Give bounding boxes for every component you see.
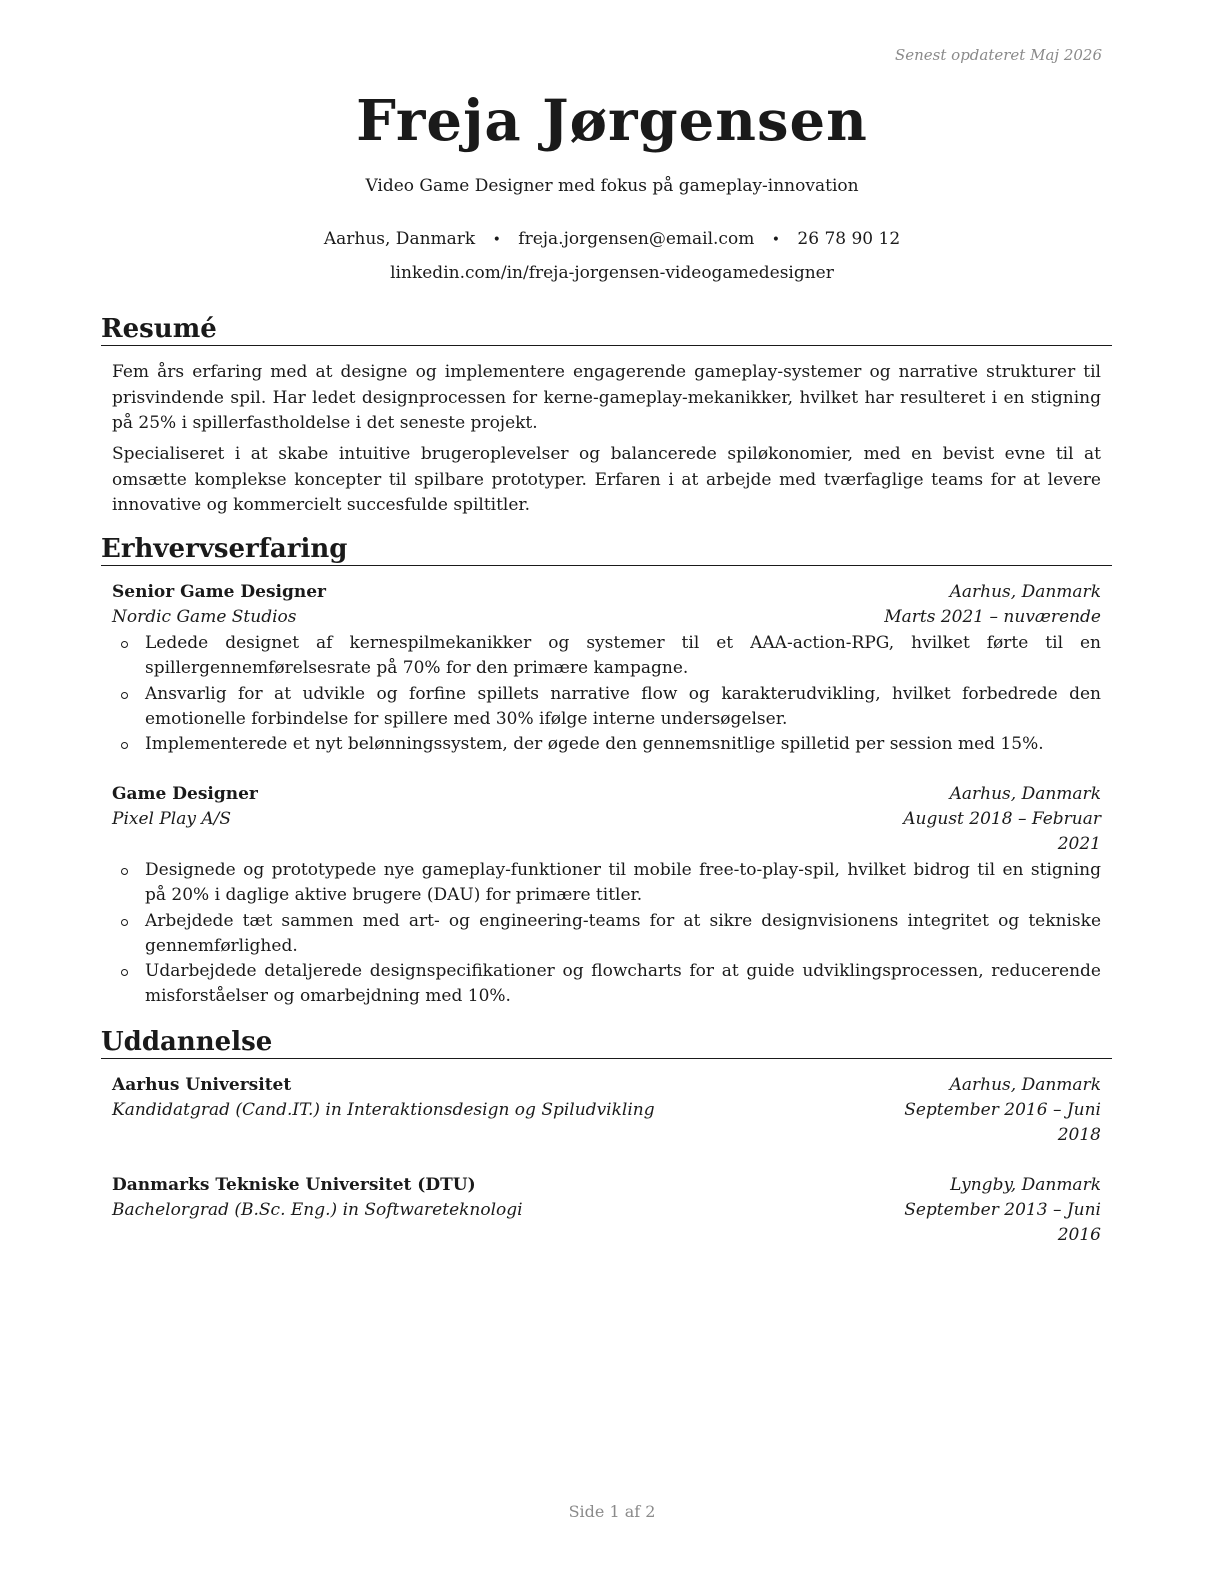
summary-paragraph: Fem års erfaring med at designe og implementere engagerende gameplay-systemer og narrative strukturer til prisvindende spil. Har ledet designprocessen for kerne-gameplay-mekanikker, hvilket har resulteret i en stigning på 25% i spillerfastholdelse i det seneste projekt. bbox=[112, 362, 1101, 433]
last-updated-note: Senest opdateret Maj 2026 bbox=[894, 46, 1102, 64]
section-title-summary: Resumé bbox=[101, 313, 1112, 346]
education-header bbox=[112, 1173, 1101, 1198]
job-dates: Marts 2021 – nuværende bbox=[884, 607, 1101, 627]
job-bullets bbox=[112, 631, 1101, 757]
list-item: Udarbejdede detaljerede designspecifikationer og flowcharts for at guide udviklingsprocessen, reducerende misforståelser og omarbejdning med 10%. bbox=[112, 959, 1101, 1010]
job-header bbox=[112, 580, 1101, 605]
education-dates: September 2016 – Juni 2018 bbox=[904, 1100, 1101, 1145]
school-name: Aarhus Universitet bbox=[112, 1075, 292, 1095]
contact-location: Aarhus, Danmark bbox=[323, 229, 476, 249]
degree: Bachelorgrad (B.Sc. Eng.) in Softwareteknologi bbox=[112, 1200, 523, 1220]
candidate-name: Freja Jørgensen bbox=[356, 88, 868, 154]
headline: Video Game Designer med fokus på gameplay-innovation bbox=[365, 176, 859, 196]
list-item: Implementerede et nyt belønningssystem, der øgede den gennemsnitlige spilletid per session med 15%. bbox=[112, 732, 1101, 757]
circle-bullet-icon bbox=[121, 692, 128, 699]
job-location: Aarhus, Danmark bbox=[949, 582, 1101, 602]
school-location: Aarhus, Danmark bbox=[949, 1075, 1101, 1095]
section-title-experience: Erhvervserfaring bbox=[101, 533, 1112, 566]
school-location: Lyngby, Danmark bbox=[950, 1175, 1101, 1195]
job-bullets bbox=[112, 858, 1101, 1010]
list-item: Arbejdede tæt sammen med art- og engineering-teams for at sikre designvisionens integritet og tekniske gennemførlighed. bbox=[112, 909, 1101, 960]
job-company: Nordic Game Studios bbox=[112, 607, 297, 627]
section-title-education: Uddannelse bbox=[101, 1026, 1112, 1059]
job-role: Game Designer bbox=[112, 784, 258, 804]
degree: Kandidatgrad (Cand.IT.) in Interaktionsdesign og Spiludvikling bbox=[112, 1100, 655, 1120]
page-number: Side 1 af 2 bbox=[568, 1502, 656, 1521]
bullet-separator: • bbox=[492, 232, 501, 248]
linkedin-link[interactable]: linkedin.com/in/freja-jorgensen-videogamedesigner bbox=[390, 263, 834, 283]
contact-email[interactable]: freja.jorgensen@email.com bbox=[518, 229, 755, 249]
job-header bbox=[112, 782, 1101, 807]
education-header bbox=[112, 1073, 1101, 1098]
list-item: Designede og prototypede nye gameplay-funktioner til mobile free-to-play-spil, hvilket bidrog til en stigning på 20% i daglige aktive brugere (DAU) for primære titler. bbox=[112, 858, 1101, 909]
job-subheader bbox=[112, 605, 1101, 630]
job-role: Senior Game Designer bbox=[112, 582, 326, 602]
circle-bullet-icon bbox=[121, 919, 128, 926]
circle-bullet-icon bbox=[121, 868, 128, 875]
contact-line bbox=[0, 229, 1224, 249]
circle-bullet-icon bbox=[121, 969, 128, 976]
job-location: Aarhus, Danmark bbox=[949, 784, 1101, 804]
education-dates: September 2013 – Juni 2016 bbox=[904, 1200, 1101, 1245]
contact-phone: 26 78 90 12 bbox=[797, 229, 901, 249]
school-name: Danmarks Tekniske Universitet (DTU) bbox=[112, 1175, 476, 1195]
job-dates: August 2018 – Februar 2021 bbox=[903, 809, 1101, 854]
list-item: Ansvarlig for at udvikle og forfine spillets narrative flow og karakterudvikling, hvilket forbedrede den emotionelle forbindelse for spillere med 30% ifølge interne undersøgelser. bbox=[112, 682, 1101, 733]
circle-bullet-icon bbox=[121, 742, 128, 749]
job-company: Pixel Play A/S bbox=[112, 809, 232, 829]
bullet-separator: • bbox=[771, 232, 780, 248]
circle-bullet-icon bbox=[121, 641, 128, 648]
list-item: Ledede designet af kernespilmekanikker og systemer til et AAA-action-RPG, hvilket førte til en spillergennemførelsesrate på 70% for den primære kampagne. bbox=[112, 631, 1101, 682]
summary-paragraph: Specialiseret i at skabe intuitive brugeroplevelser og balancerede spiløkonomier, med en bevist evne til at omsætte komplekse koncepter til spilbare prototyper. Erfaren i at arbejde med tværfaglige teams for at levere innovative og kommercielt succesfulde spiltitler. bbox=[112, 444, 1101, 515]
